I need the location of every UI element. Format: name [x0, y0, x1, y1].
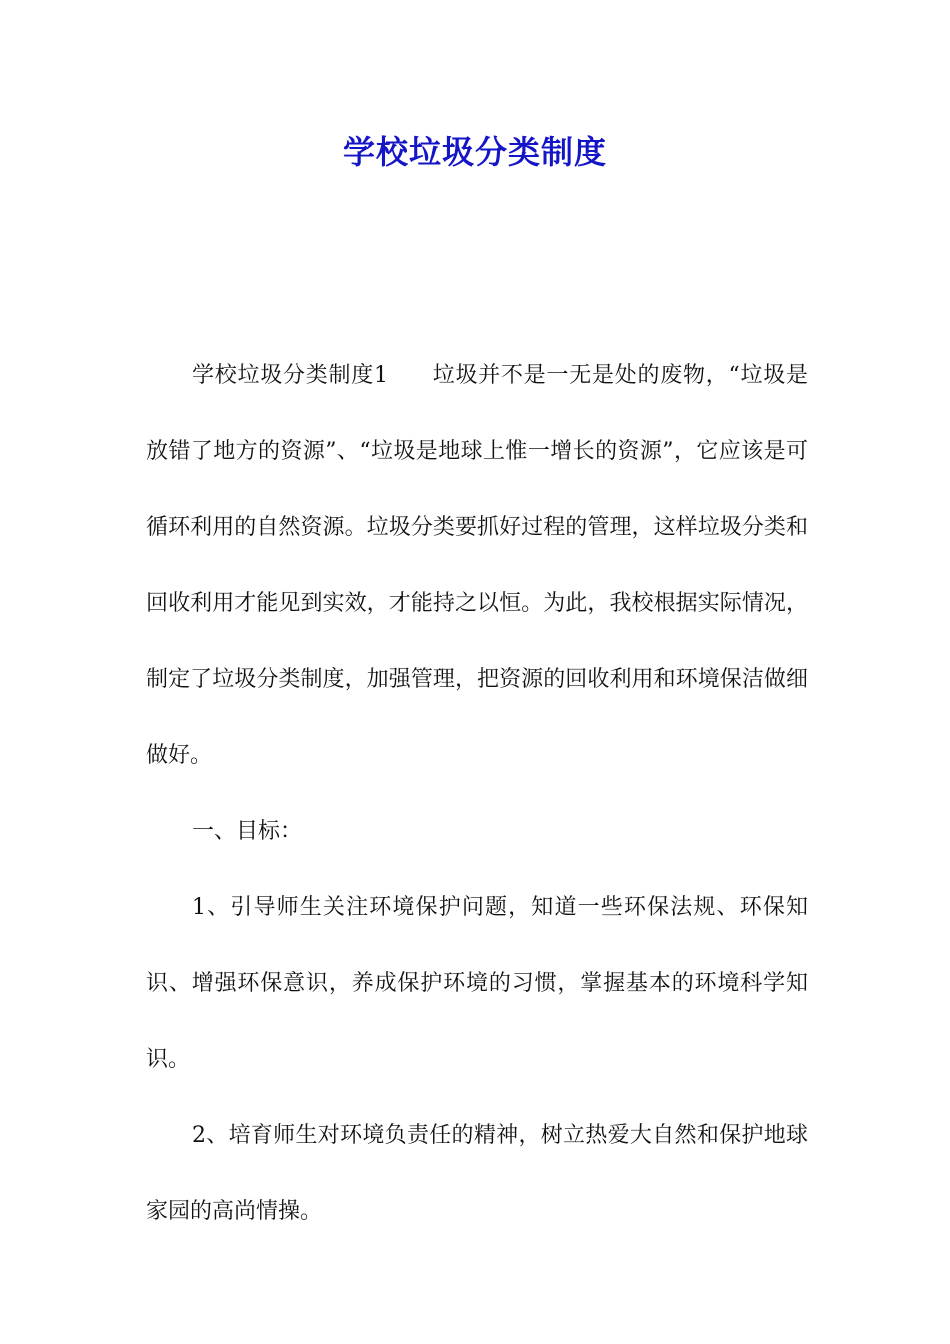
intro-text: 垃圾并不是一无是处的废物，“垃圾是放错了地方的资源”、“垃圾是地球上惟一增长的资源”，它应该是可循环利用的自然资源。垃圾分类要抓好过程的管理，这样垃圾分类和回收利用才能见到实效，才能持之以恒。为此，我校根据实际情况，制定了垃圾分类制度，加强管理，把资源的回收利用和环境保洁做细做好。 [146, 363, 808, 768]
goal-item-1: 1、引导师生关注环境保护问题，知道一些环保法规、环保知识、增强环保意识，养成保护环境的习惯，掌握基本的环境科学知识。 [146, 895, 808, 1072]
goal-item-2: 2、培育师生对环境负责任的精神，树立热爱大自然和保护地球家园的高尚情操。 [146, 1123, 808, 1224]
document-title: 学校垃圾分类制度 [342, 133, 607, 171]
intro-paragraph [146, 338, 808, 794]
section-heading-goals: 一、目标： [192, 819, 303, 844]
document-body [146, 338, 808, 1250]
intro-heading: 学校垃圾分类制度1 [192, 363, 388, 388]
